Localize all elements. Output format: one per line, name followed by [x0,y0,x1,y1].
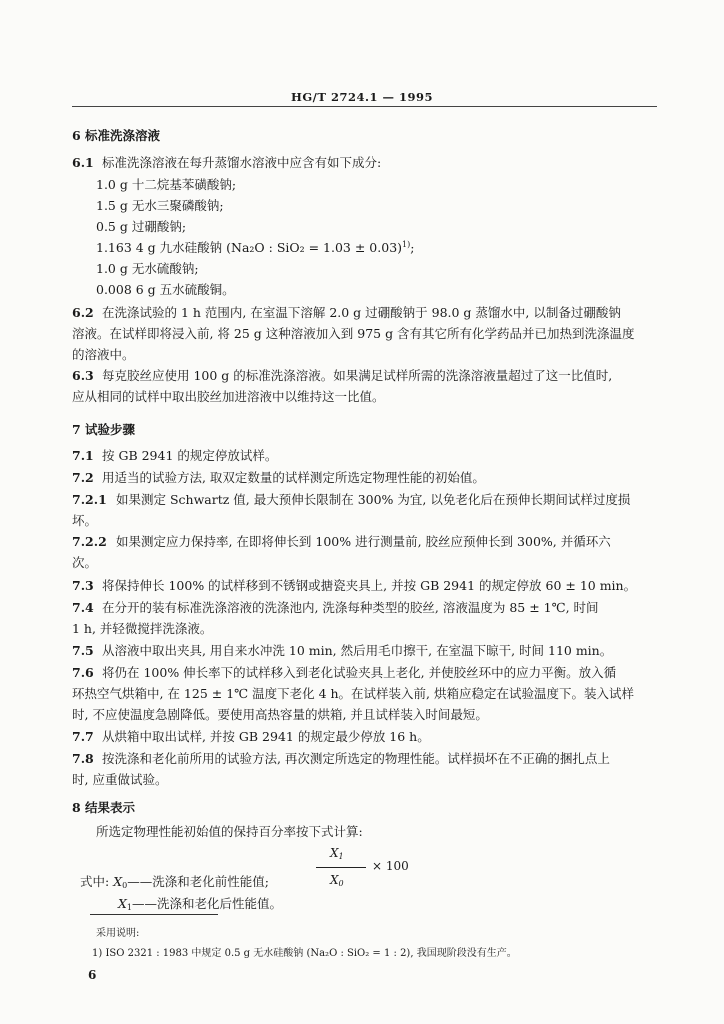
fraction-bar [316,867,366,868]
clause-6-1 [72,153,381,171]
document-header: HG/T 2724.1 — 1995 [291,90,433,104]
footnote-rule [90,914,218,915]
variable-desc: ——洗涤和老化前性能值; [127,874,269,889]
formula-intro: 所选定物理性能初始值的保持百分率按下式计算: [96,824,363,839]
variable-desc: ——洗涤和老化后性能值。 [132,896,283,911]
clause-7-6 [72,663,616,681]
clause-7-4 [72,598,599,616]
clause-7-1 [72,446,277,464]
clause-number: 7.2 [72,470,94,485]
clause-number: 6.2 [72,305,94,320]
variable-symbol: X [113,874,123,889]
clause-number: 6.1 [72,155,94,170]
clause-text: 按 GB 2941 的规定停放试样。 [101,448,278,463]
clause-text: 如果测定应力保持率, 在即将伸长到 100% 进行测量前, 胶丝应预伸长到 300%, 并循环六 [115,534,611,549]
variable-definition: $X_1——$洗涤和老化后性能值。 [118,896,283,912]
ingredient-line: 1.0 g 无水硫酸钠; [96,261,199,276]
page-number: 6 [88,968,97,982]
clause-7-3 [72,576,636,594]
ingredient-line: 0.008 6 g 五水硫酸铜。 [96,282,235,297]
ingredient-line: 1.5 g 无水三聚磷酸钠; [96,198,224,213]
clause-number: 7.6 [72,665,94,680]
footnote-title: 采用说明: [96,928,140,939]
clause-number: 7.2.1 [72,492,107,507]
clause-text: 每克胶丝应使用 100 g 的标准洗涤溶液。如果满足试样所需的洗涤溶液量超过了这一比值时, [101,368,613,383]
clause-text: 按洗涤和老化前所用的试验方法, 再次测定所选定的物理性能。试样损坏在不正确的捆扎点上 [101,751,610,766]
retention-formula [310,846,410,890]
variable-symbol: X [118,896,127,911]
clause-text-cont: 环热空气烘箱中, 在 125 ± 1℃ 温度下老化 4 h。在试样装入前, 烘箱应稳定在试验温度下。装入试样 [72,686,635,701]
clause-text: 在洗涤试验的 1 h 范围内, 在室温下溶解 2.0 g 过硼酸钠于 98.0 g 蒸馏水中, 以制备过硼酸钠 [101,305,621,320]
variable-definition: 式中: $X_0——$洗涤和老化前性能值; [80,874,269,890]
clause-text: 用适当的试验方法, 取双定数量的试样测定所选定物理性能的初始值。 [101,470,485,485]
clause-text-cont: 时, 应重做试验。 [72,772,168,787]
clause-text: 标准洗涤溶液在每升蒸馏水溶液中应含有如下成分: [101,155,382,170]
clause-text: 从溶液中取出夹具, 用自来水冲洗 10 min, 然后用毛巾擦干, 在室温下晾干, 时间 110 min。 [101,643,613,658]
clause-text-cont: 应从相同的试样中取出胶丝加进溶液中以维持这一比值。 [72,389,385,404]
clause-text-cont: 坏。 [72,513,98,528]
clause-text-cont: 时, 不应使温度急剧降低。要使用高热容量的烘箱, 并且试样装入时间最短。 [72,707,488,722]
clause-7-7 [72,727,430,745]
formula-numerator: $X_1$ [330,846,344,861]
ingredient-line: 1.0 g 十二烷基苯磺酸钠; [96,177,237,192]
footnote-text: 1) ISO 2321 : 1983 中规定 0.5 g 无水硅酸钠 (Na₂O : SiO₂ = 1 : 2), 我国现阶段没有生产。 [92,948,517,959]
clause-number: 7.4 [72,600,94,615]
ingredient-line: 1.163 4 g 九水硅酸钠 (Na₂O : SiO₂ = 1.03 ± 0.03)$^{1)}$; [96,240,415,255]
clause-number: 7.3 [72,578,94,593]
clause-text-cont: 溶液。在试样即将浸入前, 将 25 g 这种溶液加入到 975 g 含有其它所有化学药品并已加热到洗涤温度 [72,326,635,341]
clause-7-2 [72,468,485,486]
where-label: 式中: [80,874,110,889]
section-heading-7: 7 试验步骤 [72,422,136,437]
clause-number: 7.1 [72,448,94,463]
clause-number: 7.8 [72,751,94,766]
clause-text: 将保持伸长 100% 的试样移到不锈钢或搪瓷夹具上, 并按 GB 2941 的规定停放 60 ± 10 min。 [101,578,637,593]
clause-number: 6.3 [72,368,94,383]
clause-text: 从烘箱中取出试样, 并按 GB 2941 的规定最少停放 16 h。 [101,729,430,744]
clause-number: 7.2.2 [72,534,107,549]
formula-denominator: $X_0$ [330,873,344,888]
clause-7-2-2 [72,532,611,550]
clause-text-cont: 1 h, 并轻微搅拌洗涤液。 [72,621,213,636]
section-heading-6: 6 标准洗涤溶液 [72,128,161,143]
formula-multiplier: × 100 [372,859,409,873]
clause-text-cont: 次。 [72,555,98,570]
clause-6-2 [72,303,621,321]
ingredient-text: 1.163 4 g 九水硅酸钠 (Na₂O : SiO₂ = 1.03 ± 0.03) [96,240,403,255]
clause-number: 7.7 [72,729,94,744]
section-heading-8: 8 结果表示 [72,800,136,815]
clause-6-3 [72,366,612,384]
clause-text: 在分开的装有标准洗涤溶液的洗涤池内, 洗涤每种类型的胶丝, 溶液温度为 85 ± 1℃, 时间 [101,600,599,615]
clause-text: 如果测定 Schwartz 值, 最大预伸长限制在 300% 为宜, 以免老化后在预伸长期间试样过度损 [115,492,631,507]
footnote-marker: 1) [402,240,411,249]
clause-7-2-1 [72,490,630,508]
clause-7-8 [72,749,610,767]
clause-number: 7.5 [72,643,94,658]
header-rule [72,106,657,107]
clause-text-cont: 的溶液中。 [72,347,135,362]
clause-text: 将仍在 100% 伸长率下的试样移入到老化试验夹具上老化, 并使胶丝环中的应力平衡。放入循 [101,665,617,680]
ingredient-line: 0.5 g 过硼酸钠; [96,219,187,234]
clause-7-5 [72,641,612,659]
